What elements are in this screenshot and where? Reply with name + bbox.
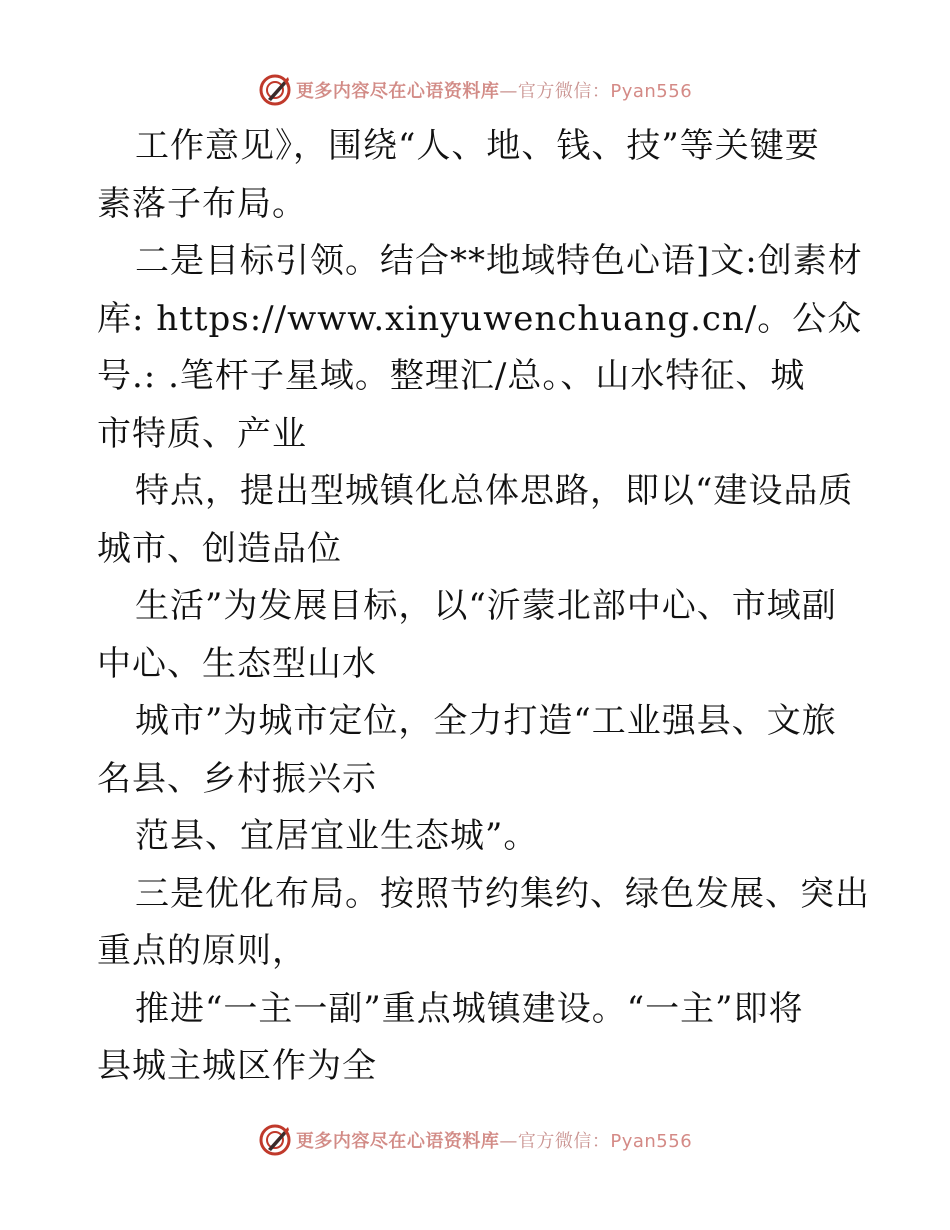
text-line: 素落子布局。: [97, 183, 307, 224]
footer-watermark-banner: [0, 1120, 950, 1160]
banner-dash: —: [499, 81, 518, 102]
text-line: 库: https://www.xinyuwenchuang.cn/。公众: [97, 298, 863, 339]
brand-logo-icon: [258, 73, 292, 107]
document-body: [97, 118, 870, 1096]
banner-site-name: 更多内容尽在心语资料库: [295, 81, 500, 102]
banner-wechat-id: Pyan556: [610, 81, 693, 102]
text-line: 工作意见》，围绕“人、地、钱、技”等关键要: [135, 126, 820, 166]
text-line: 二是目标引领。结合**地域特色心语]文:创素材: [135, 241, 863, 281]
banner-wechat-id: Pyan556: [610, 1131, 693, 1152]
banner-wechat-label: 官方微信：: [517, 81, 611, 102]
text-line: 三是优化布局。按照节约集约、绿色发展、突出: [135, 873, 870, 914]
header-watermark-banner: [0, 70, 950, 110]
text-line: 推进“一主一副”重点城镇建设。“一主”即将: [135, 988, 804, 1029]
text-line: 城市、创造品位: [97, 528, 342, 569]
banner-text: [296, 77, 692, 103]
text-line: 特点，提出型城镇化总体思路，即以“建设品质: [135, 471, 854, 511]
banner-dash: —: [499, 1131, 518, 1152]
text-line: 号.: .笔杆子星域。整理汇/总。、山水特征、城: [97, 356, 806, 396]
banner-wechat-label: 官方微信：: [517, 1131, 611, 1152]
banner-text: [296, 1127, 692, 1153]
text-line: 县城主城区作为全: [97, 1046, 377, 1086]
banner-site-name: 更多内容尽在心语资料库: [295, 1131, 500, 1152]
text-line: 名县、乡村振兴示: [97, 758, 377, 799]
text-line: 市特质、产业: [97, 413, 307, 454]
brand-logo-icon: [258, 1123, 292, 1157]
text-line: 范县、宜居宜业生态城”。: [135, 816, 539, 856]
text-line: 重点的原则，: [97, 931, 307, 971]
text-line: 生活”为发展目标，以“沂蒙北部中心、市域副: [135, 586, 837, 626]
text-line: 中心、生态型山水: [97, 643, 377, 684]
text-line: 城市”为城市定位，全力打造“工业强县、文旅: [135, 701, 837, 741]
